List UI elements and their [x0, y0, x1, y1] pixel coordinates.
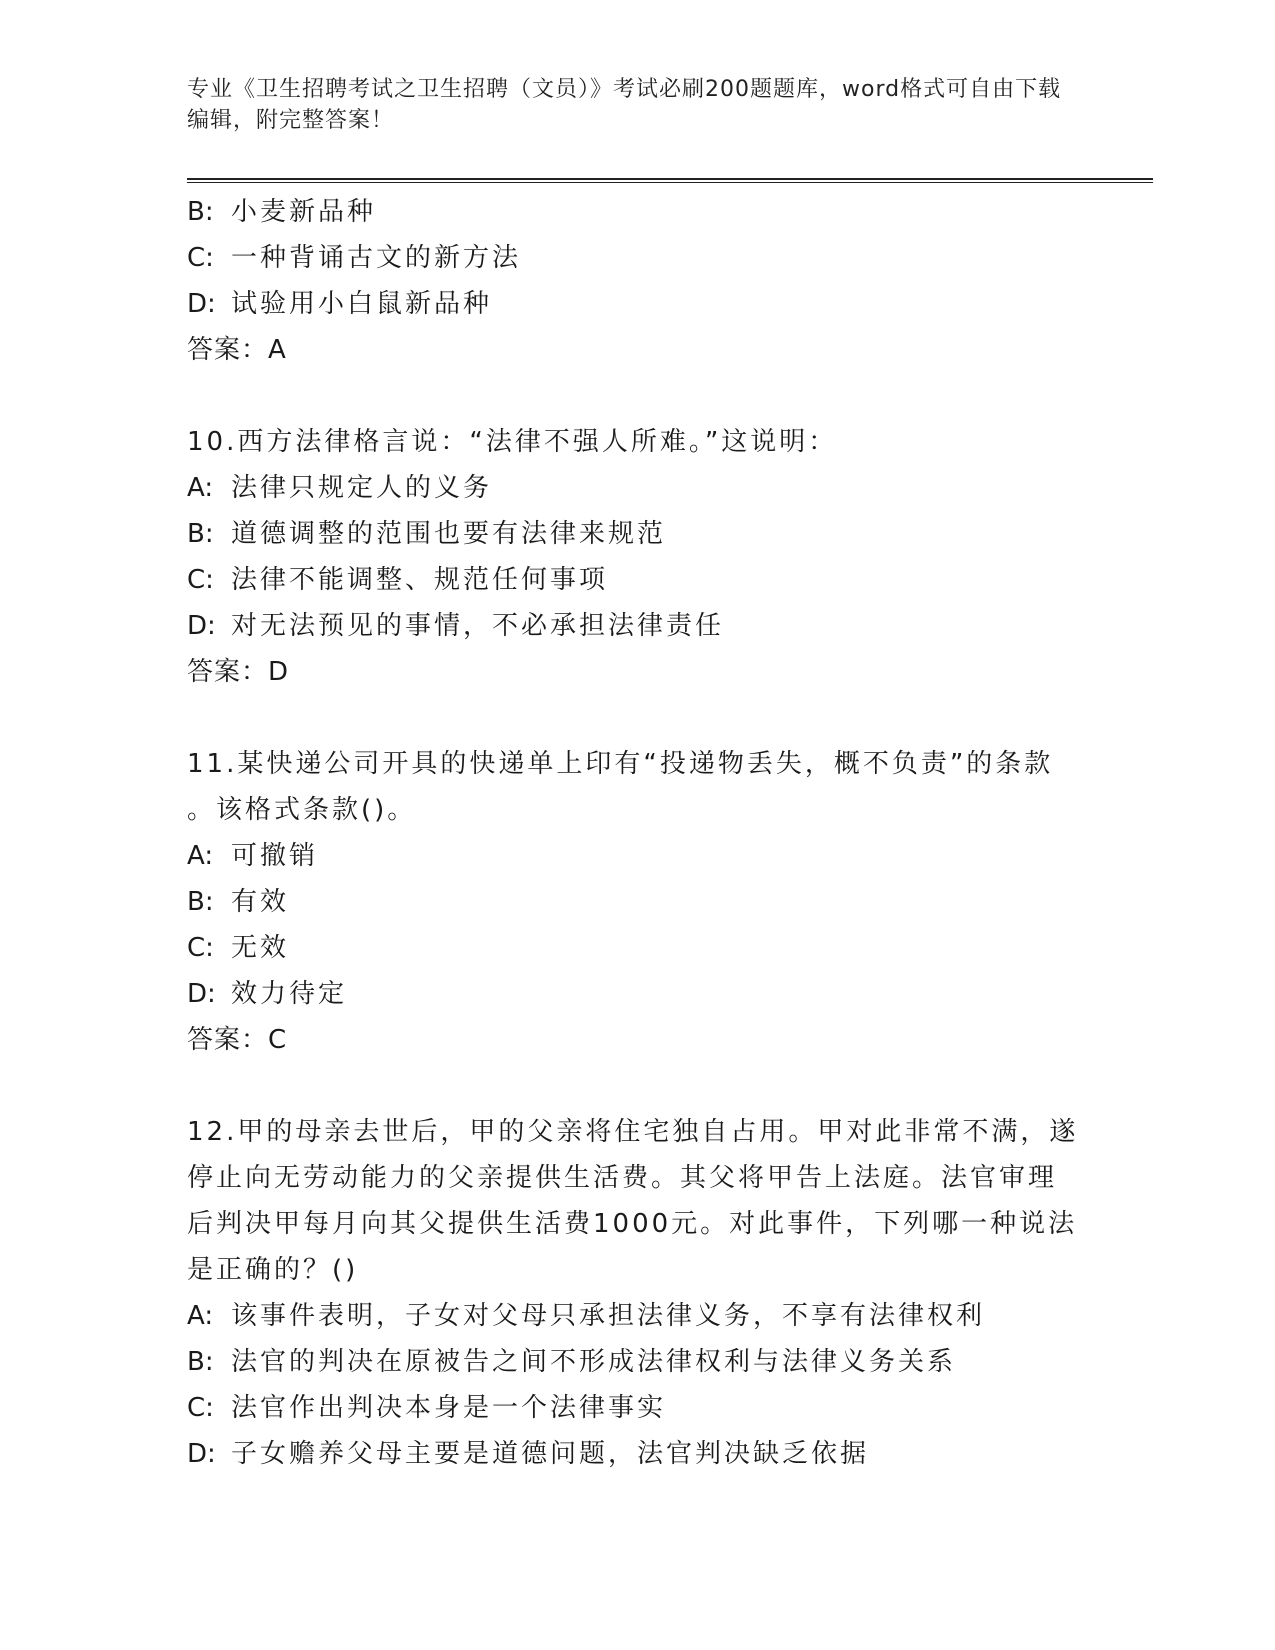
option-label: A: — [187, 1301, 214, 1331]
question-stem-line-1: 11.某快递公司开具的快递单上印有“投递物丢失，概不负责”的条款 — [187, 749, 1054, 779]
option-text: 法官的判决在原被告之间不形成法律权利与法律义务关系 — [231, 1347, 957, 1377]
header-divider — [187, 178, 1153, 183]
option-c — [187, 557, 1087, 603]
option-text: 效力待定 — [231, 979, 348, 1009]
question-11 — [187, 741, 1087, 1063]
option-b — [187, 189, 1087, 235]
option-text: 道德调整的范围也要有法律来规范 — [231, 519, 667, 549]
page-header — [187, 74, 1067, 136]
option-text: 可撤销 — [231, 841, 319, 871]
option-a — [187, 465, 1087, 511]
spacer — [187, 695, 1087, 741]
option-a — [187, 1293, 1087, 1339]
question-stem-line-1: 12.甲的母亲去世后，甲的父亲将住宅独自占用。甲对此非常不满，遂 — [187, 1117, 1079, 1147]
question-stem: 10.西方法律格言说：“法律不强人所难。”这说明： — [187, 427, 838, 457]
spacer — [187, 1063, 1087, 1109]
answer: 答案：C — [187, 1025, 288, 1055]
question-stem-line-2: 。该格式条款()。 — [187, 795, 417, 825]
option-label: C: — [187, 243, 214, 273]
question-stem-line-3: 后判决甲每月向其父提供生活费1000元。对此事件，下列哪一种说法 — [187, 1209, 1078, 1239]
option-label: C: — [187, 1393, 214, 1423]
answer: 答案：A — [187, 335, 287, 365]
option-text: 该事件表明，子女对父母只承担法律义务，不享有法律权利 — [231, 1301, 986, 1331]
option-text: 一种背诵古文的新方法 — [231, 243, 522, 273]
option-b — [187, 1339, 1087, 1385]
option-text: 有效 — [231, 887, 290, 917]
question-list — [187, 189, 1087, 1477]
option-label: B: — [187, 1347, 214, 1377]
option-label: D: — [187, 289, 216, 319]
option-text: 法官作出判决本身是一个法律事实 — [231, 1393, 667, 1423]
option-text: 子女赡养父母主要是道德问题，法官判决缺乏依据 — [231, 1439, 870, 1469]
option-label: A: — [187, 841, 214, 871]
option-b — [187, 511, 1087, 557]
option-text: 小麦新品种 — [231, 197, 377, 227]
spacer — [187, 373, 1087, 419]
option-d — [187, 971, 1087, 1017]
option-c — [187, 1385, 1087, 1431]
option-text: 法律不能调整、规范任何事项 — [231, 565, 609, 595]
option-c — [187, 925, 1087, 971]
option-a — [187, 833, 1087, 879]
option-text: 法律只规定人的义务 — [231, 473, 493, 503]
option-label: B: — [187, 519, 214, 549]
option-label: C: — [187, 565, 214, 595]
option-label: D: — [187, 979, 216, 1009]
option-b — [187, 879, 1087, 925]
answer: 答案：D — [187, 657, 290, 687]
option-text: 无效 — [231, 933, 290, 963]
option-label: D: — [187, 611, 216, 641]
option-text: 试验用小白鼠新品种 — [231, 289, 493, 319]
option-label: C: — [187, 933, 214, 963]
question-12 — [187, 1109, 1087, 1477]
option-label: D: — [187, 1439, 216, 1469]
option-label: A: — [187, 473, 214, 503]
option-label: B: — [187, 197, 214, 227]
question-stem-line-2: 停止向无劳动能力的父亲提供生活费。其父将甲告上法庭。法官审理 — [187, 1163, 1058, 1193]
question-10 — [187, 419, 1087, 695]
question-stem-line-4: 是正确的？() — [187, 1255, 359, 1285]
header-text: 专业《卫生招聘考试之卫生招聘（文员）》考试必刷200题题库，word格式可自由下载编辑，附完整答案！ — [187, 77, 1062, 133]
option-text: 对无法预见的事情，不必承担法律责任 — [231, 611, 725, 641]
option-label: B: — [187, 887, 214, 917]
option-d — [187, 281, 1087, 327]
option-c — [187, 235, 1087, 281]
option-d — [187, 1431, 1087, 1477]
question-9-tail — [187, 189, 1087, 373]
option-d — [187, 603, 1087, 649]
